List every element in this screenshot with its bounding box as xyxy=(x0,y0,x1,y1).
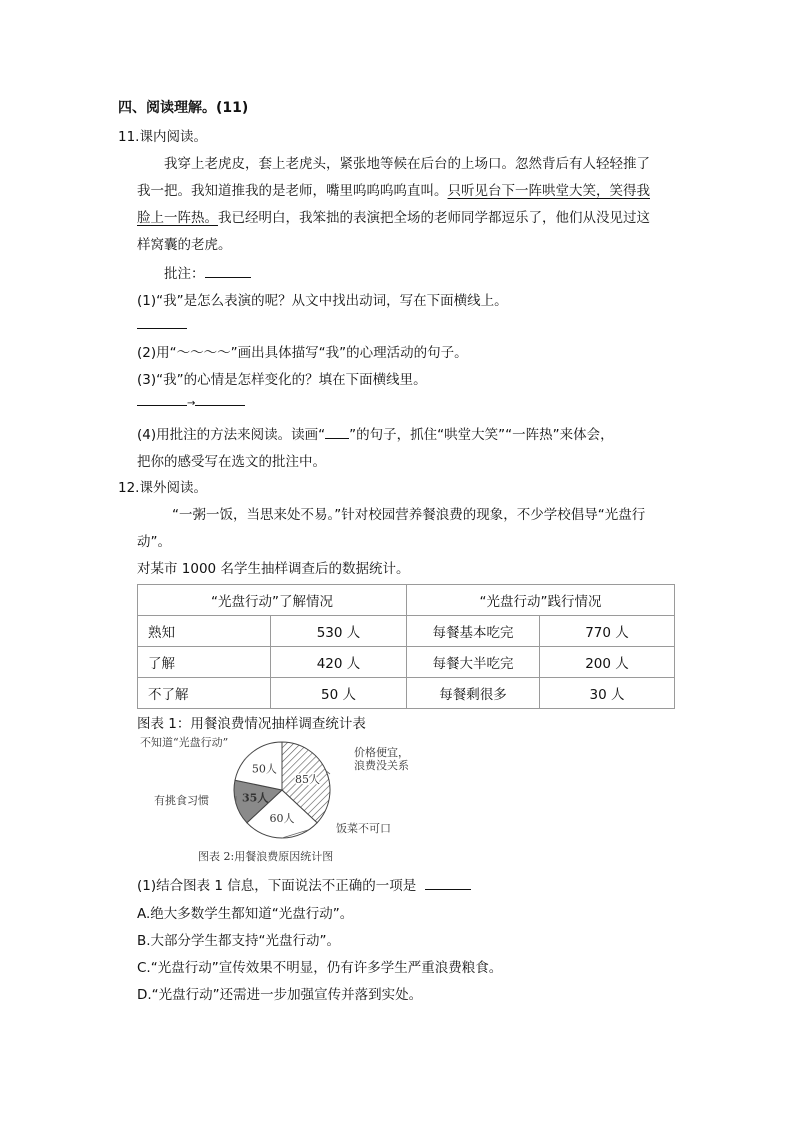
q11-sub2: (2)用“～～～～”画出具体描写“我”的心理活动的句子。 xyxy=(137,345,468,361)
annotation-blank[interactable] xyxy=(205,265,251,278)
passage-line-4: 样窝囊的老虎。 xyxy=(137,237,232,253)
q12-header xyxy=(118,476,207,496)
table-caption: 图表 1：用餐浪费情况抽样调查统计表 xyxy=(137,716,366,732)
table-row xyxy=(138,647,675,678)
q12-heading: 课外阅读。 xyxy=(139,480,207,496)
q12-number: 12. xyxy=(118,480,140,496)
table-cell: 每餐大半吃完 xyxy=(407,647,540,678)
slice-value-label: 50人 xyxy=(251,762,277,776)
option-c: C.“光盘行动”宣传效果不明显，仍有许多学生严重浪费粮食。 xyxy=(137,960,503,976)
mood-after-blank[interactable] xyxy=(195,393,245,406)
table-cell: 50 人 xyxy=(271,678,407,709)
table-cell: 每餐剩很多 xyxy=(407,678,540,709)
table-cell: 770 人 xyxy=(540,616,675,647)
q11-number: 11. xyxy=(118,129,140,145)
slice-value-label: 85人 xyxy=(295,772,321,786)
table-cell: 200 人 xyxy=(540,647,675,678)
q12-intro-line-1: “一粥一饭，当思来处不易。”针对校园营养餐浪费的现象，不少学校倡导“光盘行 xyxy=(172,507,646,523)
annotation-row xyxy=(164,262,251,282)
q12-intro-line-2: 动”。 xyxy=(137,534,171,550)
q11-sub1-answer-blank[interactable] xyxy=(137,316,187,329)
option-b: B.大部分学生都支持“光盘行动”。 xyxy=(137,933,341,949)
waste-reason-pie-chart xyxy=(140,734,409,870)
table-row xyxy=(138,678,675,709)
underlined-sentence-part-1: 只听见台下一阵哄堂大笑，笑得我 xyxy=(447,183,650,199)
header-practice: “光盘行动”践行情况 xyxy=(407,585,675,616)
table-cell: 530 人 xyxy=(271,616,407,647)
passage-line-2 xyxy=(137,179,650,199)
underlined-sentence-part-2: 脸上一阵热。 xyxy=(137,210,218,226)
q11-sub1-answer-row xyxy=(137,316,187,333)
q11-sub3: (3)“我”的心情是怎样变化的？填在下面横线里。 xyxy=(137,372,427,388)
survey-table xyxy=(137,584,675,709)
q11-sub4-text-b: ”的句子，抓住“哄堂大笑”“一阵热”来体会， xyxy=(349,427,614,443)
survey-description: 对某市 1000 名学生抽样调查后的数据统计。 xyxy=(137,561,410,577)
q11-header xyxy=(118,125,207,145)
slice-category-label: 价格便宜，浪费没关系 xyxy=(354,746,409,772)
table-row xyxy=(138,616,675,647)
sentence-mark-blank xyxy=(325,426,349,439)
option-d: D.“光盘行动”还需进一步加强宣传并落到实处。 xyxy=(137,987,423,1003)
table-cell: 每餐基本吃完 xyxy=(407,616,540,647)
slice-category-label: 饭菜不可口 xyxy=(336,822,391,835)
chart-title: 图表 2:用餐浪费原因统计图 xyxy=(198,850,334,863)
annotation-label: 批注： xyxy=(164,266,205,282)
mood-before-blank[interactable] xyxy=(137,393,187,406)
slice-value-label: 60人 xyxy=(269,811,295,825)
table-cell: 不了解 xyxy=(138,678,271,709)
passage-line-3 xyxy=(137,206,650,226)
arrow-icon: → xyxy=(187,398,196,409)
q12-sub1-answer-blank[interactable] xyxy=(425,877,471,890)
passage-line-2-text: 我一把。我知道推我的是老师，嘴里呜呜呜呜直叫。 xyxy=(137,183,448,199)
table-header-row xyxy=(138,585,675,616)
q12-sub1-text: (1)结合图表 1 信息，下面说法不正确的一项是 xyxy=(137,878,417,894)
slice-value-label: 35人 xyxy=(242,791,269,805)
slice-category-label: 有挑食习惯 xyxy=(154,794,209,807)
q11-sub1: (1)“我”是怎么表演的呢？从文中找出动词，写在下面横线上。 xyxy=(137,293,508,309)
q11-sub4-line2: 把你的感受写在选文的批注中。 xyxy=(137,454,326,470)
passage-line-3-text: 我已经明白，我笨拙的表演把全场的老师同学都逗乐了，他们从没见过这 xyxy=(218,210,650,226)
passage-line-1: 我穿上老虎皮，套上老虎头，紧张地等候在后台的上场口。忽然背后有人轻轻推了 xyxy=(164,156,650,172)
q11-heading: 课内阅读。 xyxy=(139,129,207,145)
q12-sub1 xyxy=(137,874,471,894)
q11-sub4 xyxy=(137,423,614,443)
section-title: 四、阅读理解。(11) xyxy=(118,100,249,116)
table-cell: 30 人 xyxy=(540,678,675,709)
table-cell: 了解 xyxy=(138,647,271,678)
q11-sub3-answer-row xyxy=(137,393,245,410)
table-cell: 420 人 xyxy=(271,647,407,678)
header-awareness: “光盘行动”了解情况 xyxy=(138,585,407,616)
slice-category-label: 不知道“光盘行动” xyxy=(140,736,229,749)
q11-sub4-text-a: (4)用批注的方法来阅读。读画“ xyxy=(137,427,326,443)
option-a: A.绝大多数学生都知道“光盘行动”。 xyxy=(137,906,354,922)
table-cell: 熟知 xyxy=(138,616,271,647)
